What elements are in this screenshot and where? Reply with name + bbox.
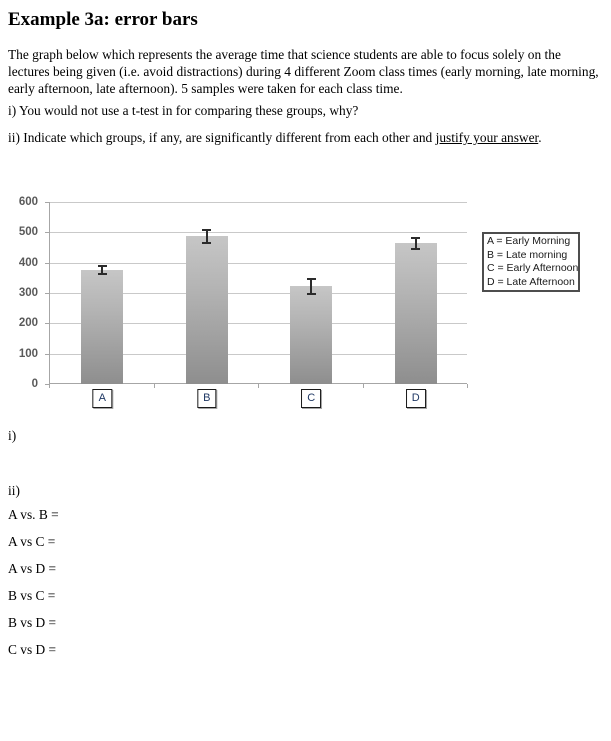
y-axis-tick-mark xyxy=(45,202,49,203)
error-bar-cap-top xyxy=(411,237,420,239)
x-axis-tick-mark xyxy=(467,384,468,388)
comparison-a-vs-c: A vs C = xyxy=(8,534,56,549)
gridline xyxy=(50,202,467,203)
y-axis-tick-mark xyxy=(45,263,49,264)
y-axis-tick-label: 0 xyxy=(31,378,38,390)
y-axis-tick-label: 100 xyxy=(18,347,38,360)
error-bar-b xyxy=(206,229,208,243)
legend-entry: B = Late morning xyxy=(487,248,568,261)
comparison-b-vs-d: B vs D = xyxy=(8,615,57,630)
answer-ii-label: ii) xyxy=(8,483,20,498)
y-axis-tick-mark xyxy=(45,323,49,324)
question-i: i) You would not use a t-test in for comparing these groups, why? xyxy=(8,103,359,118)
y-axis-tick-mark xyxy=(45,232,49,233)
question-ii-text: ii) Indicate which groups, if any, are significantly different from each other and xyxy=(8,130,436,145)
bar-b xyxy=(186,236,228,384)
answer-section xyxy=(8,428,59,669)
y-axis-tick-label: 200 xyxy=(18,317,38,330)
y-axis-tick-mark xyxy=(45,354,49,355)
x-axis-tick-mark xyxy=(258,384,259,388)
legend-entry: C = Early Afternoon xyxy=(487,262,579,274)
comparison-list xyxy=(8,507,59,659)
comparison-b-vs-c: B vs C = xyxy=(8,588,56,603)
chart-legend xyxy=(482,232,580,292)
question-ii xyxy=(8,130,542,146)
error-bar-cap-top xyxy=(202,229,211,231)
comparison-a-vs-b: A vs. B = xyxy=(8,507,59,522)
bar-d xyxy=(395,243,437,384)
error-bar-cap-bottom xyxy=(307,293,316,295)
answer-i-label: i) xyxy=(8,428,17,443)
error-bar-cap-bottom xyxy=(202,242,211,244)
error-bar-cap-bottom xyxy=(411,248,420,250)
legend-entry: A = Early Morning xyxy=(487,235,571,247)
y-axis-tick-mark xyxy=(45,293,49,294)
error-bar-c xyxy=(310,278,312,294)
x-axis-tick-mark xyxy=(154,384,155,388)
y-axis-tick-label: 500 xyxy=(18,226,38,239)
question-ii-period: . xyxy=(538,130,542,145)
bar-chart xyxy=(0,196,611,414)
y-axis-tick-label: 300 xyxy=(18,287,38,299)
question-ii-underlined-text: justify your answer xyxy=(435,130,539,145)
x-axis-label-b: B xyxy=(197,389,216,408)
comparison-a-vs-d: A vs D = xyxy=(8,561,57,576)
comparison-c-vs-d: C vs D = xyxy=(8,642,57,657)
bar-a xyxy=(81,270,123,384)
x-axis-tick-mark xyxy=(363,384,364,388)
bar-c xyxy=(290,286,332,384)
error-bar-cap-bottom xyxy=(98,273,107,275)
error-bar-cap-top xyxy=(307,278,316,280)
page-title: Example 3a: error bars xyxy=(8,9,198,30)
intro-paragraph: The graph below which represents the average time that science students are able to focus solely on the lectures being given (i.e. avoid distractions) during 4 different Zoom class times (early morning, late morning, early afternoon, late afternoon). 5 samples were taken for each class time. xyxy=(8,47,599,96)
x-axis-label-d: D xyxy=(406,389,426,408)
y-axis-tick-label: 600 xyxy=(18,196,38,208)
legend-entry: D = Late Afternoon xyxy=(487,275,575,288)
x-axis-label-c: C xyxy=(301,389,321,408)
error-bar-cap-top xyxy=(98,265,107,267)
gridline xyxy=(50,232,467,233)
x-axis-label-a: A xyxy=(93,389,112,408)
chart-plot-area xyxy=(49,202,467,384)
x-axis-tick-mark xyxy=(49,384,50,388)
y-axis-tick-label: 400 xyxy=(18,256,38,269)
